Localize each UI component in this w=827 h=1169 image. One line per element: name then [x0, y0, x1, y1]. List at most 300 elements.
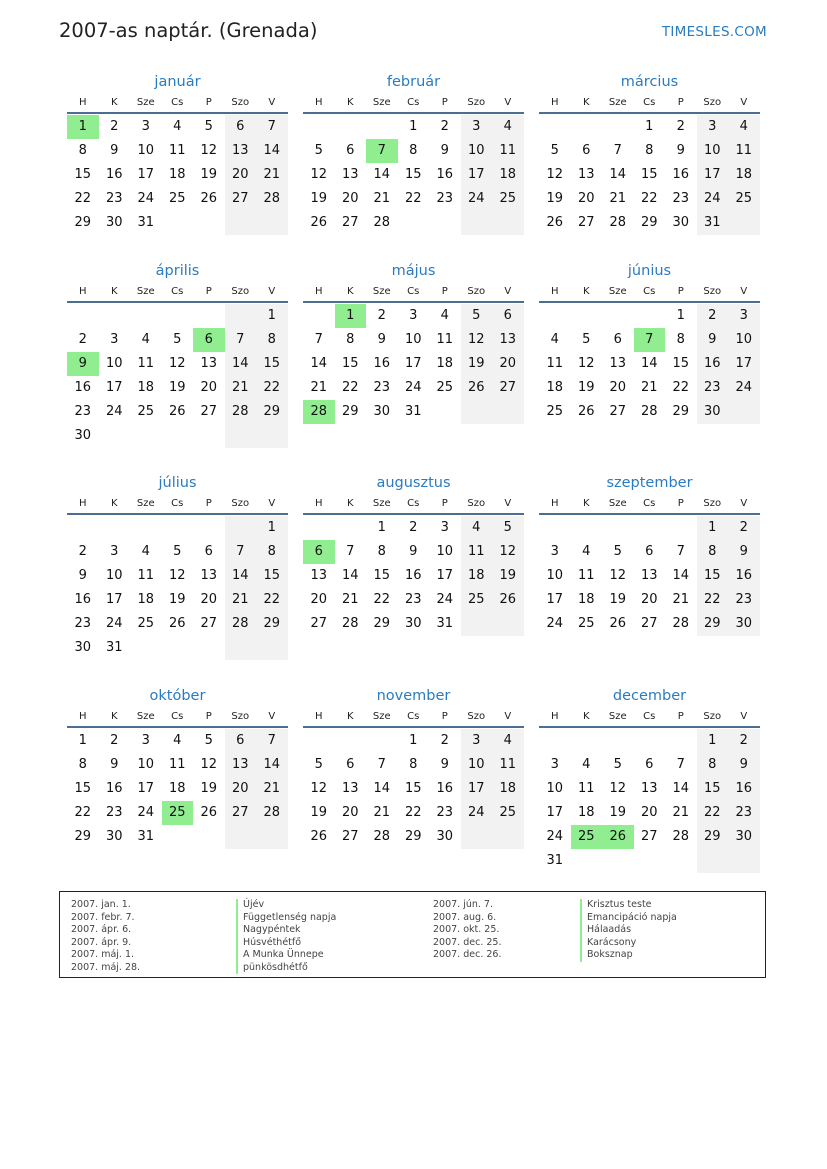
- weekday-label: Szo: [467, 498, 486, 509]
- day-cell: 2: [676, 119, 685, 134]
- day-cell: 2: [697, 304, 729, 328]
- day-cell: 25: [577, 616, 595, 631]
- weekday-label: V: [504, 97, 512, 108]
- day-cell: 10: [728, 328, 760, 352]
- day-cell: 26: [200, 805, 218, 820]
- day-cell: 25: [137, 404, 155, 419]
- weekday-label: Szo: [231, 498, 250, 509]
- day-cell: 25: [461, 588, 493, 612]
- empty-cell: [225, 304, 257, 328]
- weekday-header: [303, 494, 524, 515]
- month-calendar: [303, 472, 524, 636]
- weekday-label: K: [110, 711, 118, 722]
- day-cell: 18: [577, 592, 595, 607]
- weekday-label: Sze: [372, 711, 391, 722]
- day-cell: 27: [341, 829, 359, 844]
- weekday-header: [67, 93, 288, 114]
- day-cell: 11: [577, 568, 595, 583]
- day-cell: 9: [110, 757, 119, 772]
- day-cell: 6: [346, 757, 355, 772]
- legend-dates-left: [71, 899, 140, 974]
- day-cell: 11: [728, 139, 760, 163]
- weekday-label: V: [740, 286, 748, 297]
- weekday-header: [539, 494, 760, 515]
- weekday-label: Sze: [372, 286, 391, 297]
- legend-holiday-name: Boksznap: [580, 949, 677, 962]
- day-cell: 21: [672, 805, 690, 820]
- weekday-header: [67, 494, 288, 515]
- day-cell: 2: [78, 544, 87, 559]
- day-cell: 19: [461, 352, 493, 376]
- day-cell: 31: [137, 829, 155, 844]
- day-cell: 20: [225, 777, 257, 801]
- day-cell: 20: [200, 380, 218, 395]
- weekday-label: Sze: [136, 498, 155, 509]
- day-cell: 16: [105, 167, 123, 182]
- day-cell: 31: [436, 616, 454, 631]
- day-cell: 5: [204, 733, 213, 748]
- day-cell: 20: [640, 805, 658, 820]
- day-cell: 6: [613, 332, 622, 347]
- weekday-label: Szo: [231, 97, 250, 108]
- weekday-label: V: [268, 711, 276, 722]
- legend-holiday-name: Újév: [236, 899, 336, 912]
- day-cell: 24: [105, 404, 123, 419]
- legend-date: 2007. ápr. 6.: [71, 924, 132, 935]
- day-cell: 8: [256, 540, 288, 564]
- weekday-label: K: [346, 711, 354, 722]
- day-cell: 6: [204, 544, 213, 559]
- day-cell: 17: [105, 380, 123, 395]
- weekday-label: P: [441, 97, 448, 108]
- weekday-label: P: [205, 711, 212, 722]
- weekday-label: V: [504, 498, 512, 509]
- empty-cell: [697, 849, 729, 873]
- empty-cell: [602, 729, 634, 753]
- day-cell: 28: [256, 187, 288, 211]
- day-cell: 4: [461, 516, 493, 540]
- day-cell: 16: [436, 167, 454, 182]
- weekday-label: K: [346, 286, 354, 297]
- day-cell: 20: [492, 352, 524, 376]
- day-cell: 25: [436, 380, 454, 395]
- day-cell: 10: [137, 757, 155, 772]
- day-cell: 9: [78, 568, 87, 583]
- empty-cell: [539, 115, 571, 139]
- day-cell: 26: [168, 616, 186, 631]
- day-cell: 29: [341, 404, 359, 419]
- day-cell: 14: [609, 167, 627, 182]
- page-title: 2007-as naptár. (Grenada): [59, 19, 318, 42]
- day-cell: 15: [74, 781, 92, 796]
- day-cell: 18: [492, 163, 524, 187]
- day-cell: 7: [613, 143, 622, 158]
- day-cell: 28: [609, 215, 627, 230]
- empty-cell: [256, 424, 288, 448]
- empty-cell: [492, 400, 524, 424]
- empty-cell: [366, 729, 398, 753]
- day-cell: 28: [225, 400, 257, 424]
- weekday-label: Szo: [703, 97, 722, 108]
- day-cell: 30: [373, 404, 391, 419]
- weekday-label: Sze: [608, 286, 627, 297]
- weekday-header: [303, 707, 524, 728]
- empty-cell: [303, 516, 335, 540]
- day-cell: 20: [310, 592, 328, 607]
- day-grid: [67, 115, 288, 235]
- legend-date: 2007. aug. 6.: [433, 911, 497, 923]
- weekday-label: H: [314, 97, 323, 108]
- day-cell: 4: [582, 544, 591, 559]
- day-cell: 13: [492, 328, 524, 352]
- day-cell: 6: [225, 729, 257, 753]
- day-cell: 13: [341, 781, 359, 796]
- day-cell: 21: [225, 588, 257, 612]
- day-cell: 13: [225, 753, 257, 777]
- day-cell: 5: [314, 143, 323, 158]
- empty-cell: [256, 211, 288, 235]
- day-cell: 19: [546, 191, 564, 206]
- empty-cell: [193, 304, 225, 328]
- day-cell: 23: [105, 191, 123, 206]
- day-cell: 8: [409, 143, 418, 158]
- day-cell: 7: [676, 544, 685, 559]
- day-cell: 2: [409, 520, 418, 535]
- weekday-label: Sze: [136, 286, 155, 297]
- day-cell: 20: [200, 592, 218, 607]
- weekday-label: V: [504, 286, 512, 297]
- day-cell: 26: [200, 191, 218, 206]
- day-cell: 12: [310, 167, 328, 182]
- empty-cell: [225, 516, 257, 540]
- legend-holiday-name: pünkösdhétfő: [236, 962, 336, 975]
- day-cell: 16: [74, 592, 92, 607]
- weekday-label: V: [268, 97, 276, 108]
- weekday-header: [539, 282, 760, 303]
- day-cell: 15: [256, 564, 288, 588]
- month-name: február: [386, 74, 441, 90]
- day-cell: 6: [492, 304, 524, 328]
- day-cell: 29: [404, 829, 422, 844]
- month-calendar: [67, 260, 288, 448]
- weekday-label: P: [205, 286, 212, 297]
- day-cell: 12: [200, 757, 218, 772]
- day-cell: 31: [546, 853, 564, 868]
- day-cell: 22: [373, 592, 391, 607]
- day-cell: 10: [404, 332, 422, 347]
- day-cell: 24: [546, 616, 564, 631]
- month-calendar: [67, 71, 288, 235]
- day-grid: [303, 115, 524, 235]
- day-cell: 21: [373, 805, 391, 820]
- day-cell: 11: [168, 143, 186, 158]
- weekday-label: P: [677, 711, 684, 722]
- day-cell: 26: [492, 588, 524, 612]
- empty-cell: [303, 304, 335, 328]
- weekday-label: V: [740, 97, 748, 108]
- day-grid: [67, 516, 288, 660]
- weekday-label: H: [314, 286, 323, 297]
- day-cell: 7: [676, 757, 685, 772]
- day-cell: 8: [346, 332, 355, 347]
- day-cell: 9: [377, 332, 386, 347]
- day-cell: 16: [105, 781, 123, 796]
- day-cell: 29: [256, 612, 288, 636]
- day-cell: 23: [697, 376, 729, 400]
- weekday-header: [303, 93, 524, 114]
- weekday-label: Cs: [407, 286, 420, 297]
- day-cell: 16: [436, 781, 454, 796]
- day-cell: 11: [492, 139, 524, 163]
- weekday-label: H: [550, 711, 559, 722]
- day-cell: 26: [310, 829, 328, 844]
- day-cell: 19: [492, 564, 524, 588]
- day-cell: 11: [436, 332, 454, 347]
- day-cell: 4: [582, 757, 591, 772]
- weekday-label: H: [314, 711, 323, 722]
- weekday-label: Sze: [608, 711, 627, 722]
- empty-cell: [602, 115, 634, 139]
- day-cell: 4: [492, 115, 524, 139]
- holiday-day: 9: [67, 352, 99, 376]
- day-cell: 30: [105, 829, 123, 844]
- month-name: június: [627, 263, 672, 279]
- day-cell: 28: [373, 215, 391, 230]
- day-cell: 29: [74, 829, 92, 844]
- day-cell: 1: [409, 119, 418, 134]
- legend-date: 2007. febr. 7.: [71, 911, 135, 923]
- day-cell: 13: [341, 167, 359, 182]
- day-cell: 18: [546, 380, 564, 395]
- day-cell: 30: [74, 428, 92, 443]
- day-grid: [539, 115, 760, 235]
- day-cell: 18: [137, 592, 155, 607]
- month-name: július: [158, 475, 197, 491]
- weekday-label: K: [582, 286, 590, 297]
- day-cell: 13: [609, 356, 627, 371]
- day-cell: 17: [728, 352, 760, 376]
- day-cell: 23: [74, 404, 92, 419]
- weekday-header: [303, 282, 524, 303]
- day-cell: 17: [105, 592, 123, 607]
- empty-cell: [335, 729, 367, 753]
- day-cell: 9: [728, 540, 760, 564]
- day-cell: 14: [373, 781, 391, 796]
- day-cell: 2: [440, 119, 449, 134]
- empty-cell: [162, 424, 194, 448]
- day-cell: 12: [577, 356, 595, 371]
- empty-cell: [571, 304, 603, 328]
- empty-cell: [602, 516, 634, 540]
- day-cell: 27: [640, 616, 658, 631]
- day-cell: 30: [105, 215, 123, 230]
- holiday-day: 25: [571, 825, 603, 849]
- day-cell: 5: [173, 332, 182, 347]
- day-cell: 20: [640, 592, 658, 607]
- weekday-label: Cs: [407, 498, 420, 509]
- day-cell: 27: [341, 215, 359, 230]
- site-logo-link[interactable]: TIMESLES.COM: [661, 24, 767, 40]
- weekday-label: Sze: [372, 498, 391, 509]
- empty-cell: [429, 211, 461, 235]
- day-cell: 10: [461, 753, 493, 777]
- day-cell: 14: [256, 139, 288, 163]
- day-cell: 22: [640, 191, 658, 206]
- day-cell: 2: [78, 332, 87, 347]
- day-cell: 3: [110, 544, 119, 559]
- empty-cell: [366, 115, 398, 139]
- day-cell: 11: [492, 753, 524, 777]
- day-cell: 30: [74, 640, 92, 655]
- day-cell: 1: [676, 308, 685, 323]
- day-cell: 12: [546, 167, 564, 182]
- day-cell: 12: [200, 143, 218, 158]
- month-name: szeptember: [606, 475, 693, 491]
- day-cell: 22: [697, 801, 729, 825]
- empty-cell: [461, 211, 493, 235]
- day-cell: 14: [225, 352, 257, 376]
- day-cell: 27: [225, 187, 257, 211]
- day-cell: 30: [436, 829, 454, 844]
- day-grid: [67, 304, 288, 448]
- legend-date: 2007. ápr. 9.: [71, 936, 132, 948]
- weekday-label: Szo: [231, 286, 250, 297]
- weekday-header: [67, 707, 288, 728]
- holiday-day: 1: [335, 304, 367, 328]
- day-grid: [67, 729, 288, 849]
- weekday-label: H: [314, 498, 323, 509]
- day-cell: 3: [141, 733, 150, 748]
- weekday-label: H: [78, 286, 87, 297]
- day-cell: 28: [341, 616, 359, 631]
- day-cell: 21: [256, 777, 288, 801]
- day-cell: 29: [697, 825, 729, 849]
- day-cell: 24: [728, 376, 760, 400]
- day-cell: 22: [404, 191, 422, 206]
- day-cell: 8: [78, 757, 87, 772]
- legend-holiday-name: Húsvéthétfő: [236, 937, 336, 950]
- empty-cell: [571, 729, 603, 753]
- empty-cell: [162, 516, 194, 540]
- empty-cell: [162, 636, 194, 660]
- month-calendar: [539, 71, 760, 235]
- day-cell: 19: [577, 380, 595, 395]
- weekday-header: [539, 93, 760, 114]
- day-cell: 4: [440, 308, 449, 323]
- weekday-label: P: [441, 498, 448, 509]
- weekday-label: Cs: [171, 498, 184, 509]
- holiday-day: 7: [634, 328, 666, 352]
- day-cell: 3: [110, 332, 119, 347]
- day-cell: 5: [613, 544, 622, 559]
- day-grid: [303, 516, 524, 636]
- weekday-label: Cs: [643, 286, 656, 297]
- day-cell: 29: [672, 404, 690, 419]
- day-cell: 4: [141, 544, 150, 559]
- month-calendar: [539, 472, 760, 636]
- empty-cell: [99, 424, 131, 448]
- empty-cell: [492, 211, 524, 235]
- weekday-label: H: [550, 498, 559, 509]
- empty-cell: [665, 729, 697, 753]
- day-cell: 4: [492, 729, 524, 753]
- day-cell: 26: [577, 404, 595, 419]
- day-cell: 24: [697, 187, 729, 211]
- empty-cell: [461, 612, 493, 636]
- day-cell: 1: [377, 520, 386, 535]
- day-cell: 24: [461, 187, 493, 211]
- weekday-label: H: [550, 97, 559, 108]
- weekday-label: Sze: [372, 97, 391, 108]
- day-cell: 27: [225, 801, 257, 825]
- day-cell: 24: [137, 805, 155, 820]
- weekday-label: V: [268, 498, 276, 509]
- day-cell: 18: [137, 380, 155, 395]
- day-cell: 10: [436, 544, 454, 559]
- legend-holiday-name: Karácsony: [580, 937, 677, 950]
- day-cell: 18: [436, 356, 454, 371]
- day-cell: 1: [645, 119, 654, 134]
- day-cell: 24: [404, 380, 422, 395]
- day-cell: 14: [672, 568, 690, 583]
- day-cell: 20: [609, 380, 627, 395]
- day-cell: 23: [728, 588, 760, 612]
- empty-cell: [130, 516, 162, 540]
- legend-date: 2007. dec. 26.: [433, 949, 502, 960]
- day-cell: 19: [200, 167, 218, 182]
- day-cell: 24: [105, 616, 123, 631]
- empty-cell: [130, 424, 162, 448]
- empty-cell: [571, 115, 603, 139]
- day-cell: 10: [461, 139, 493, 163]
- day-cell: 25: [168, 191, 186, 206]
- legend-date: 2007. máj. 28.: [71, 961, 141, 973]
- empty-cell: [99, 516, 131, 540]
- day-cell: 5: [314, 757, 323, 772]
- day-cell: 16: [697, 352, 729, 376]
- day-cell: 24: [461, 801, 493, 825]
- day-cell: 1: [697, 516, 729, 540]
- weekday-label: K: [582, 97, 590, 108]
- day-cell: 28: [672, 829, 690, 844]
- day-cell: 13: [310, 568, 328, 583]
- weekday-label: V: [740, 711, 748, 722]
- day-cell: 12: [168, 568, 186, 583]
- legend-holiday-name: Hálaadás: [580, 924, 677, 937]
- holiday-legend: [59, 891, 766, 978]
- day-cell: 3: [409, 308, 418, 323]
- day-cell: 9: [676, 143, 685, 158]
- day-cell: 4: [173, 733, 182, 748]
- day-cell: 29: [373, 616, 391, 631]
- day-cell: 15: [672, 356, 690, 371]
- day-cell: 12: [609, 568, 627, 583]
- day-cell: 27: [492, 376, 524, 400]
- empty-cell: [130, 304, 162, 328]
- day-cell: 16: [672, 167, 690, 182]
- day-cell: 6: [346, 143, 355, 158]
- day-cell: 8: [409, 757, 418, 772]
- day-cell: 20: [225, 163, 257, 187]
- weekday-label: Cs: [407, 711, 420, 722]
- day-cell: 10: [105, 568, 123, 583]
- day-cell: 2: [110, 119, 119, 134]
- day-cell: 17: [404, 356, 422, 371]
- weekday-label: Cs: [643, 498, 656, 509]
- day-cell: 23: [728, 801, 760, 825]
- legend-holiday-name: A Munka Ünnepe: [236, 949, 336, 962]
- day-cell: 17: [436, 568, 454, 583]
